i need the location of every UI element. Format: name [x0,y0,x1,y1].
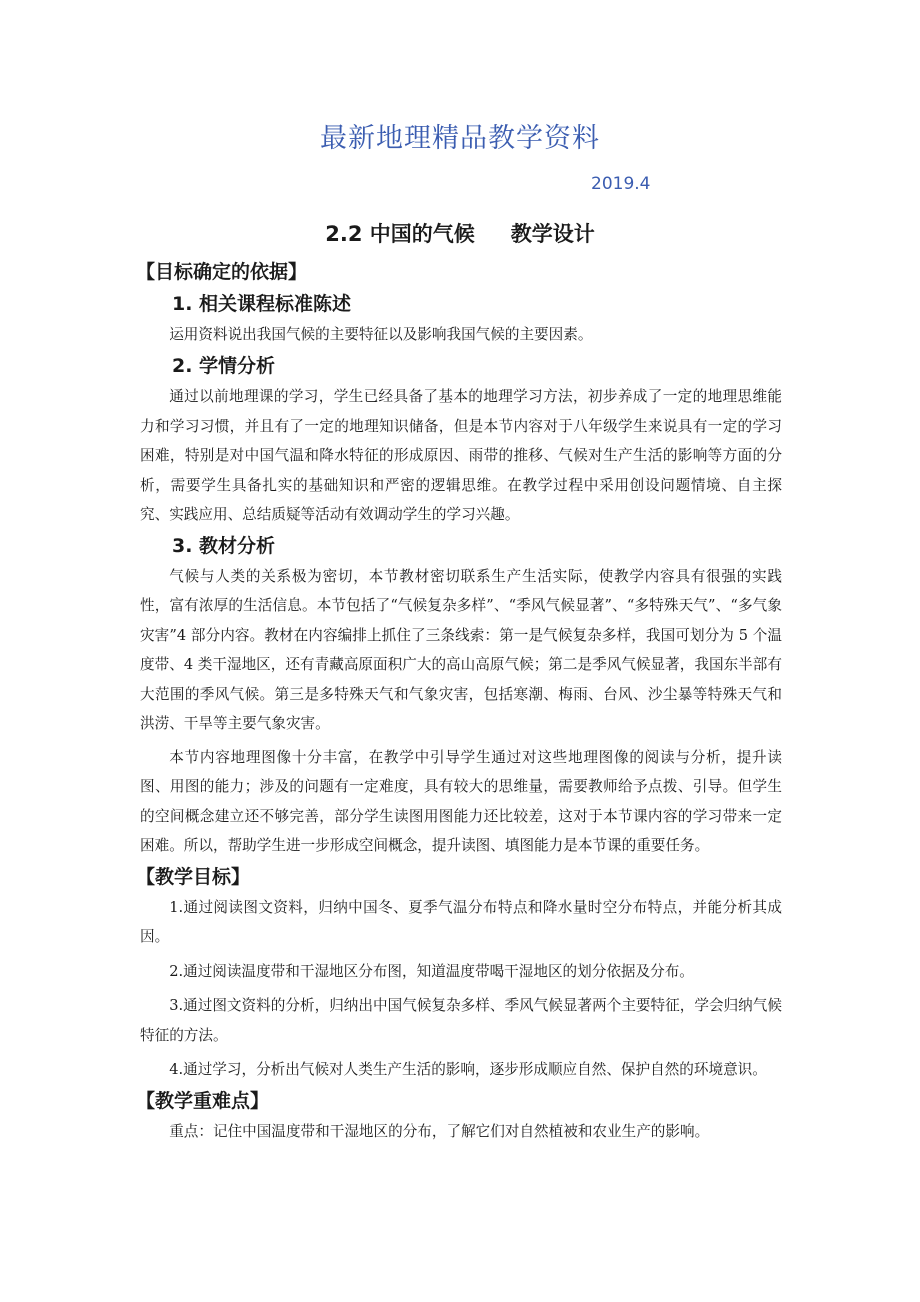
lesson-number: 2.2 [325,222,363,246]
subheading-textbook: 3. 教材分析 [172,534,276,557]
banner-title: 最新地理精品教学资料 [320,123,600,154]
goal-item-4: 4.通过学习，分析出气候对人类生产生活的影响，逐步形成顺应自然、保护自然的环境意识。 [169,1061,767,1078]
subheading-students: 2. 学情分析 [172,355,276,377]
goal-item-1: 1.通过阅读图文资料，归纳中国冬、夏季气温分布特点和降水量时空分布特点，并能分析其成因。 [140,898,782,945]
paragraph-key-points: 重点：记住中国温度带和干湿地区的分布，了解它们对自然植被和农业生产的影响。 [169,1122,710,1140]
subheading-curriculum: 1. 相关课程标准陈述 [172,293,352,315]
document-title [0,218,920,248]
lesson-topic: 中国的气候 [369,222,475,246]
document-date: 2019.4 [591,174,651,194]
paragraph-textbook-1: 气候与人类的关系极为密切，本节教材密切联系生产生活实际，使教学内容具有很强的实践性，富有浓厚的生活信息。本节包括了“气候复杂多样”、“季风气候显著”、“多特殊天气”、“多气象灾害”4 部分内容。教材在内容编排上抓住了三条线索：第一是气候复杂多样，我国可划分为 5 个温度带、4 类干湿地区，还有青藏高原面积广大的高山高原气候；第二是季风气候显著，我国东半部有大范围的季风气候。第三是多特殊天气和气象灾害，包括寒潮、梅雨、台风、沙尘暴等特殊天气和洪涝、干旱等主要气象灾害。 [140,567,782,732]
paragraph-curriculum: 运用资料说出我国气候的主要特征以及影响我国气候的主要因素。 [169,326,593,343]
goal-item-2: 2.通过阅读温度带和干湿地区分布图，知道温度带喝干湿地区的划分依据及分布。 [169,962,694,980]
section-heading-goals: 【教学目标】 [136,865,251,888]
paragraph-textbook-2: 本节内容地理图像十分丰富，在教学中引导学生通过对这些地理图像的阅读与分析，提升读图、用图的能力；涉及的问题有一定难度，具有较大的思维量，需要教师给予点拨、引导。但学生的空间概念建立还不够完善，部分学生读图用图能力还比较差，这对于本节课内容的学习带来一定困难。所以，帮助学生进一步形成空间概念，提升读图、填图能力是本节课的重要任务。 [140,748,782,854]
section-heading-key-points: 【教学重难点】 [136,1089,270,1112]
goal-item-3: 3.通过图文资料的分析，归纳出中国气候复杂多样、季风气候显著两个主要特征，学会归纳气候特征的方法。 [140,997,782,1044]
section-heading-basis: 【目标确定的依据】 [136,261,308,283]
document-body [136,256,782,1146]
lesson-suffix: 教学设计 [510,222,595,246]
paragraph-students: 通过以前地理课的学习，学生已经具备了基本的地理学习方法，初步养成了一定的地理思维能力和学习习惯，并且有了一定的地理知识储备，但是本节内容对于八年级学生来说具有一定的学习困难，特别是对中国气温和降水特征的形成原因、雨带的推移、气候对生产生活的影响等方面的分析，需要学生具备扎实的基础知识和严密的逻辑思维。在教学过程中采用创设问题情境、自主探究、实践应用、总结质疑等活动有效调动学生的学习兴趣。 [140,388,782,523]
